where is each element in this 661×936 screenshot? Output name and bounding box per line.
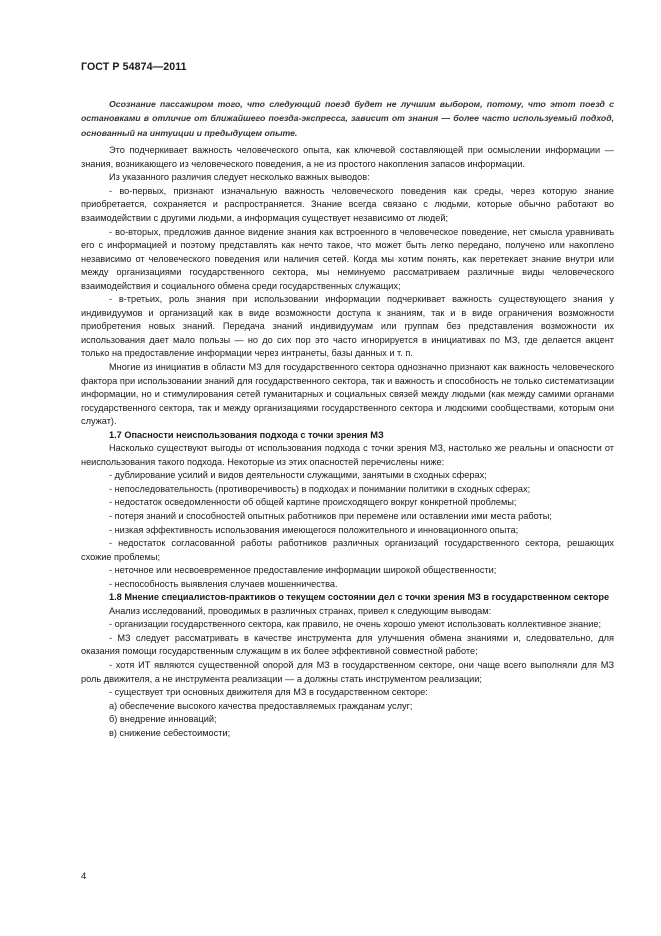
list-item: - неточное или несвоевременное предоставление информации широкой общественности; — [109, 565, 497, 576]
section-heading: 1.8 Мнение специалистов-практиков о текущем состоянии дел с точки зрения МЗ в государственном секторе — [109, 592, 610, 603]
list-item: - во-первых, признают изначальную важность человеческого поведения как среды, через которую знание приобретается, сохраняется и распространяется. Знание всегда связано с людьми, которые обычно работают во взаимодействии с другими людьми, а информация существует независимо от людей; — [81, 185, 614, 223]
list-item: - во-вторых, предложив данное видение знания как встроенного в человеческое поведение, нет смысла уравнивать его с информацией и поэтому представлять как нечто такое, что может быть легко передано, получено или накоплено независимо от человеческого поведения или наличия сетей. Когда мы хотим понять, как перетекает знание внутри или между организациями государственного сектора, мы неминуемо рассматриваем различные виды человеческого взаимодействия и социального обмена среди государственных служащих; — [81, 226, 614, 291]
list-item: - существует три основных движителя для МЗ в государственном секторе: — [109, 687, 428, 698]
list-item: - неспособность выявления случаев мошенничества. — [109, 578, 338, 589]
list-item: - хотя ИТ являются существенной опорой для МЗ в государственном секторе, они чаще всего выполняли для МЗ роль движителя, а не инструмента реализации — а должны стать инструментом реализации; — [81, 660, 614, 684]
body-paragraph: Это подчеркивает важность человеческого опыта, как ключевой составляющей при осмыслении информации — знания, возникающего из человеческого поведения, а не из простого накопления запасов информации. — [81, 145, 614, 169]
body-paragraph: Из указанного различия следует несколько важных выводов: — [109, 172, 370, 183]
document-header: ГОСТ Р 54874—2011 — [81, 61, 187, 73]
list-item: б) внедрение инноваций; — [109, 714, 217, 725]
list-item: - недостаток осведомленности об общей картине происходящего вокруг конкретной проблемы; — [109, 497, 517, 508]
list-item: - недостаток согласованной работы работников различных организаций государственного сектора, решающих схожие проблемы; — [81, 538, 614, 562]
list-item: - организации государственного сектора, как правило, не очень хорошо умеют использовать коллективное знание; — [109, 619, 602, 630]
body-paragraph: Анализ исследований, проводимых в различных странах, привел к следующим выводам: — [109, 605, 492, 616]
page-number: 4 — [81, 871, 87, 882]
epigraph-paragraph: Осознание пассажиром того, что следующий поезд будет не лучшим выбором, потому, что этот поезд с остановками в отличие от ближайшего поезда-экспресса, зависит от знания — более часто используемый подход, основанный на интуиции и предыдущем опыте. — [81, 99, 614, 138]
list-item: - непоследовательность (противоречивость) в подходах и понимании политики в сходных сферах; — [109, 483, 531, 494]
list-item: - МЗ следует рассматривать в качестве инструмента для улучшения обмена знаниями и, следовательно, для оказания помощи государственным служащим в их более эффективной совместной работе; — [81, 632, 614, 657]
list-item: - дублирование усилий и видов деятельности служащими, занятыми в сходных сферах; — [109, 470, 487, 481]
list-item: - потеря знаний и способностей опытных работников при перемене или оставлении ими места работы; — [109, 510, 552, 521]
section-heading: 1.7 Опасности неиспользования подхода с точки зрения МЗ — [109, 429, 384, 440]
body-paragraph: Насколько существуют выгоды от использования подхода с точки зрения МЗ, настолько же реальны и опасности от неиспользования такого подхода. Некоторые из этих опасностей перечислены ниже: — [81, 443, 614, 467]
document-body — [81, 97, 614, 740]
list-item: в) снижение себестоимости; — [109, 727, 231, 738]
list-item: - в-третьих, роль знания при использовании информации подчеркивает важность существующего знания у индивидуумов и организаций как в виде возможности доступа к знаниям, так и в виде ограничения возможности приобретения новых знаний. Передача знаний индивидуумам или группам без представления возможности их использования дает мало пользы — но до сих пор это часто игнорируется в инициативах по МЗ, где делается акцент только на предоставление информации через интранеты, базы данных и т. п. — [81, 294, 614, 359]
body-paragraph: Многие из инициатив в области МЗ для государственного сектора однозначно признают как важность человеческого фактора при использовании знаний для государственного сектора, так и важность и способность не только систематизации информации, но и стимулирования сетей гуманитарных и социальных связей между людьми (как между самими органами государственного сектора, так и между организациями государственного сектора и людскими сообществами, которым они служат). — [81, 361, 614, 427]
list-item: а) обеспечение высокого качества предоставляемых гражданам услуг; — [109, 700, 413, 711]
list-item: - низкая эффективность использования имеющегося положительного и инновационного опыта; — [109, 524, 519, 535]
